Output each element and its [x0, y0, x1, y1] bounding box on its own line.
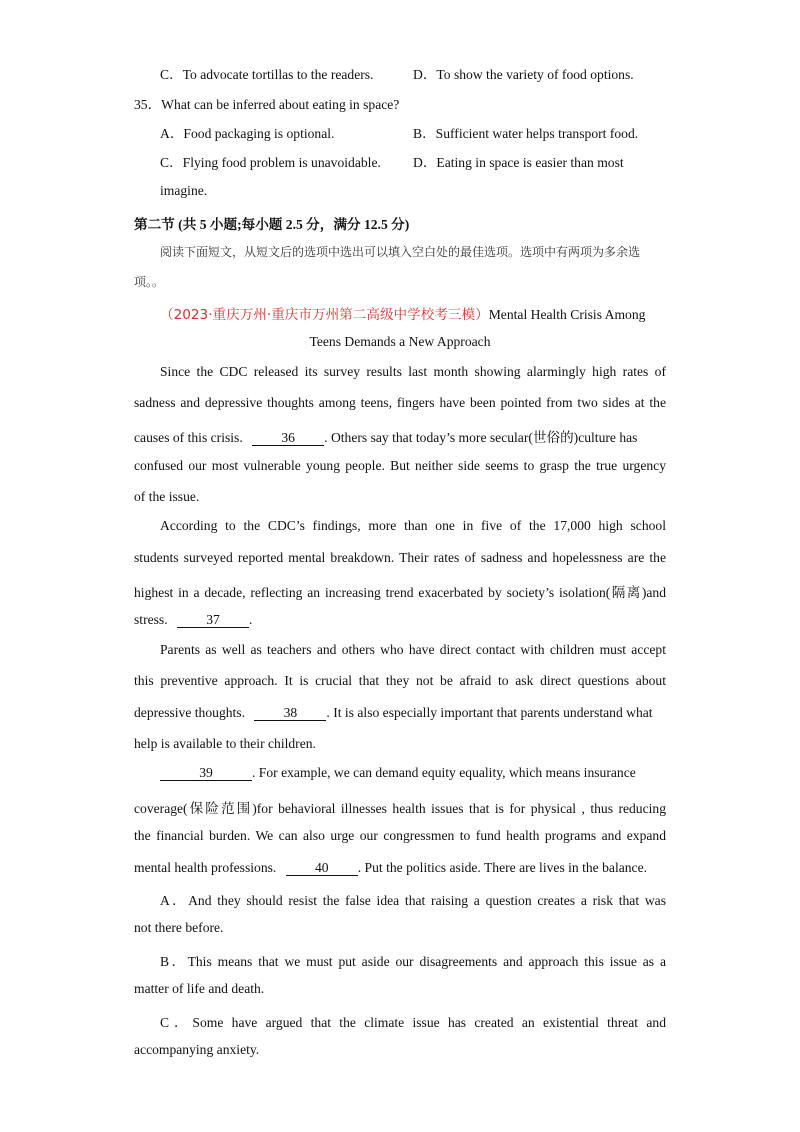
p2-line: According to the CDC’s findings, more than one in five of the 17,000 high school	[160, 518, 666, 533]
p2-text: stress.	[134, 612, 168, 627]
q35-option-d-cont: imagine.	[160, 183, 208, 198]
passage-title-line	[160, 303, 645, 323]
q35-stem: 35．What can be inferred about eating in space?	[134, 97, 400, 112]
option-a-cont: not there before.	[134, 920, 224, 935]
p4-line	[134, 860, 647, 876]
p2-line: highest in a decade, reflecting an increasing trend exacerbated by society’s isolation(隔离)and	[134, 585, 666, 600]
q35-option-c: C．Flying food problem is unavoidable.	[160, 155, 381, 170]
blank-40: 40	[286, 861, 358, 876]
q35-option-a: A．Food packaging is optional.	[160, 126, 335, 141]
p4-text: mental health professions.	[134, 860, 277, 875]
p4-line	[160, 765, 636, 781]
blank-38: 38	[254, 706, 326, 721]
passage-title-cont: Teens Demands a New Approach	[309, 334, 491, 349]
p1-line: confused our most vulnerable young people. But neither side seems to grasp the true urgency	[134, 458, 666, 473]
q35-option-d: D．Eating in space is easier than most	[413, 155, 624, 170]
p3-line: help is available to their children.	[134, 736, 316, 751]
p4-text: . For example, we can demand equity equality, which means insurance	[252, 765, 636, 780]
section-instruction: 阅读下面短文，从短文后的选项中选出可以填入空白处的最佳选项。选项中有两项为多余选	[160, 245, 641, 259]
p4-text: . Put the politics aside. There are lives in the balance.	[357, 860, 648, 875]
p3-line: Parents as well as teachers and others who have direct contact with children must accept	[160, 642, 666, 657]
p1-line: Since the CDC released its survey results last month showing alarmingly high rates of	[160, 364, 666, 379]
p1-line	[134, 426, 637, 446]
passage-source: （2023·重庆万州·重庆市万州第二高级中学校考三模）	[160, 307, 489, 323]
p2-line: students surveyed reported mental breakdown. Their rates of sadness and hopelessness are the	[134, 550, 666, 565]
p1-text: . Others say that today’s more secular(世俗的)culture has	[324, 430, 638, 445]
p4-line: the financial burden. We can also urge our congressmen to fund health programs and expand	[134, 828, 666, 843]
section-heading: 第二节 (共 5 小题;每小题 2.5 分，满分 12.5 分)	[134, 217, 410, 232]
section-instruction-cont: 项。。	[134, 275, 165, 289]
p3-line: this preventive approach. It is crucial that they not be afraid to ask direct questions about	[134, 673, 666, 688]
option-b: B．This means that we must put aside our disagreements and approach this issue as a	[160, 954, 666, 969]
p1-line: of the issue.	[134, 489, 200, 504]
passage-title: Mental Health Crisis Among	[488, 307, 646, 322]
option-c-cont: accompanying anxiety.	[134, 1042, 260, 1057]
q35-option-b: B．Sufficient water helps transport food.	[413, 126, 639, 141]
blank-39: 39	[160, 766, 252, 781]
p3-text: depressive thoughts.	[134, 705, 246, 720]
p1-text: causes of this crisis.	[134, 430, 243, 445]
option-b-cont: matter of life and death.	[134, 981, 265, 996]
option-c: C．Some have argued that the climate issue has created an existential threat and	[160, 1015, 666, 1030]
p4-line: coverage(保险范围)for behavioral illnesses health issues that is for physical , thus reducing	[134, 801, 666, 816]
p2-text: .	[249, 612, 253, 627]
q34-option-c: C．To advocate tortillas to the readers.	[160, 67, 374, 82]
blank-36: 36	[252, 431, 324, 446]
blank-37: 37	[177, 613, 249, 628]
p1-line: sadness and depressive thoughts among teens, fingers have been pointed from two sides at the	[134, 395, 666, 410]
option-a: A．And they should resist the false idea that raising a question creates a risk that was	[160, 893, 666, 908]
p2-line	[134, 612, 252, 628]
p3-line	[134, 705, 653, 721]
p3-text: . It is also especially important that parents understand what	[326, 705, 653, 720]
q34-option-d: D．To show the variety of food options.	[413, 67, 634, 82]
